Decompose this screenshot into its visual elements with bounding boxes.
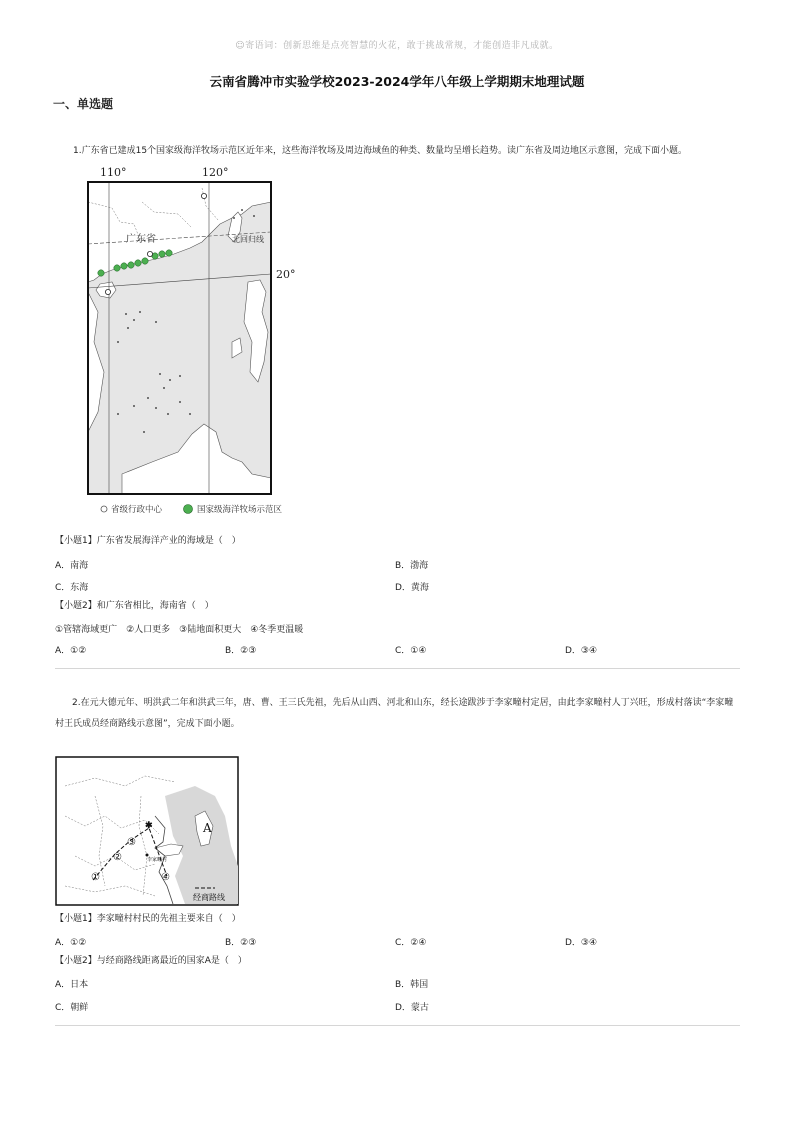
q1-sub2-stem: 【小题2】和广东省相比，海南省（ ） bbox=[55, 601, 214, 611]
q1-sub2-option-d[interactable]: D．③④ bbox=[565, 646, 598, 656]
label-circle-2: ② bbox=[113, 852, 122, 863]
q1-sub1-option-c[interactable]: C．东海 bbox=[55, 583, 89, 593]
motto-banner: ☺寄语词：创新思维是点亮智慧的火花，敢于挑战常规，才能创造非凡成就。 bbox=[235, 41, 559, 51]
province-label: 广东省 bbox=[126, 234, 156, 245]
tropic-label: 北回归线 bbox=[232, 235, 264, 244]
fuzhou-capital-marker bbox=[201, 193, 206, 198]
guangzhou-capital-marker bbox=[147, 251, 152, 256]
q2-sub1-option-b[interactable]: B．②③ bbox=[225, 938, 257, 948]
question-1-stem: 1.广东省已建成15个国家级海洋牧场示范区近年来，这些海洋牧场及周边海域鱼的种类、数量均呈增长趋势。读广东省及周边地区示意图，完成下面小题。 bbox=[73, 146, 688, 156]
q2-sub2-option-a[interactable]: A．日本 bbox=[55, 980, 89, 990]
beijing-star-icon: ✱ bbox=[145, 821, 153, 831]
section-heading: 一、单选题 bbox=[53, 97, 114, 111]
label-circle-1: ① bbox=[91, 872, 100, 883]
question-2-stem-line2: 村王氏成员经商路线示意图”，完成下面小题。 bbox=[55, 719, 240, 729]
q1-sub1-stem: 【小题1】广东省发展海洋产业的海域是（ ） bbox=[55, 536, 241, 546]
q1-sub1-option-a[interactable]: A．南海 bbox=[55, 561, 89, 571]
village-label: 李家疃村 bbox=[147, 857, 168, 863]
legend-capital-label: 省级行政中心 bbox=[111, 505, 163, 515]
q1-sub1-option-d[interactable]: D．黄海 bbox=[395, 583, 429, 593]
q2-sub2-option-d[interactable]: D．蒙古 bbox=[395, 1003, 429, 1013]
q1-sub2-option-a[interactable]: A．①② bbox=[55, 646, 87, 656]
lat-label: 20° bbox=[276, 268, 296, 281]
q2-sub1-option-d[interactable]: D．③④ bbox=[565, 938, 598, 948]
legend-ranch-label: 国家级海洋牧场示范区 bbox=[197, 505, 283, 515]
legend-capital-icon bbox=[101, 506, 107, 512]
q1-sub1-option-b[interactable]: B．渤海 bbox=[395, 561, 429, 571]
q1-sub2-option-b[interactable]: B．②③ bbox=[225, 646, 257, 656]
guangdong-map bbox=[82, 162, 307, 520]
trade-route-map bbox=[55, 756, 239, 906]
divider-1 bbox=[55, 668, 740, 669]
question-2-stem-line1: 2.在元大德元年、明洪武二年和洪武三年，唐、曹、王三氏先祖，先后从山西、河北和山东，经长途跋涉于李家疃村定居，由此李家疃村人丁兴旺，形成村落读“李家疃 bbox=[72, 698, 734, 708]
page-title: 云南省腾冲市实验学校2023-2024学年八年级上学期期末地理试题 bbox=[209, 74, 585, 89]
q2-sub2-option-b[interactable]: B．韩国 bbox=[395, 980, 429, 990]
label-circle-3: ③ bbox=[127, 837, 136, 848]
q2-sub1-option-c[interactable]: C．②④ bbox=[395, 938, 427, 948]
legend-route-label: 经商路线 bbox=[193, 893, 225, 902]
label-circle-4: ④ bbox=[161, 872, 170, 883]
lon-right-label: 120° bbox=[202, 166, 229, 179]
q2-sub1-stem: 【小题1】李家疃村村民的先祖主要来自（ ） bbox=[55, 914, 241, 924]
q2-sub1-option-a[interactable]: A．①② bbox=[55, 938, 87, 948]
label-a: A bbox=[203, 821, 212, 835]
divider-2 bbox=[55, 1025, 740, 1026]
q1-sub2-statements: ①管辖海域更广 ②人口更多 ③陆地面积更大 ④冬季更温暖 bbox=[55, 625, 304, 635]
lon-left-label: 110° bbox=[100, 166, 127, 179]
legend-ranch-icon bbox=[184, 505, 193, 514]
q2-sub2-option-c[interactable]: C．朝鲜 bbox=[55, 1003, 89, 1013]
q1-sub2-option-c[interactable]: C．①④ bbox=[395, 646, 427, 656]
haikou-capital-marker bbox=[105, 289, 110, 294]
q2-sub2-stem: 【小题2】与经商路线距离最近的国家A是（ ） bbox=[55, 956, 247, 966]
